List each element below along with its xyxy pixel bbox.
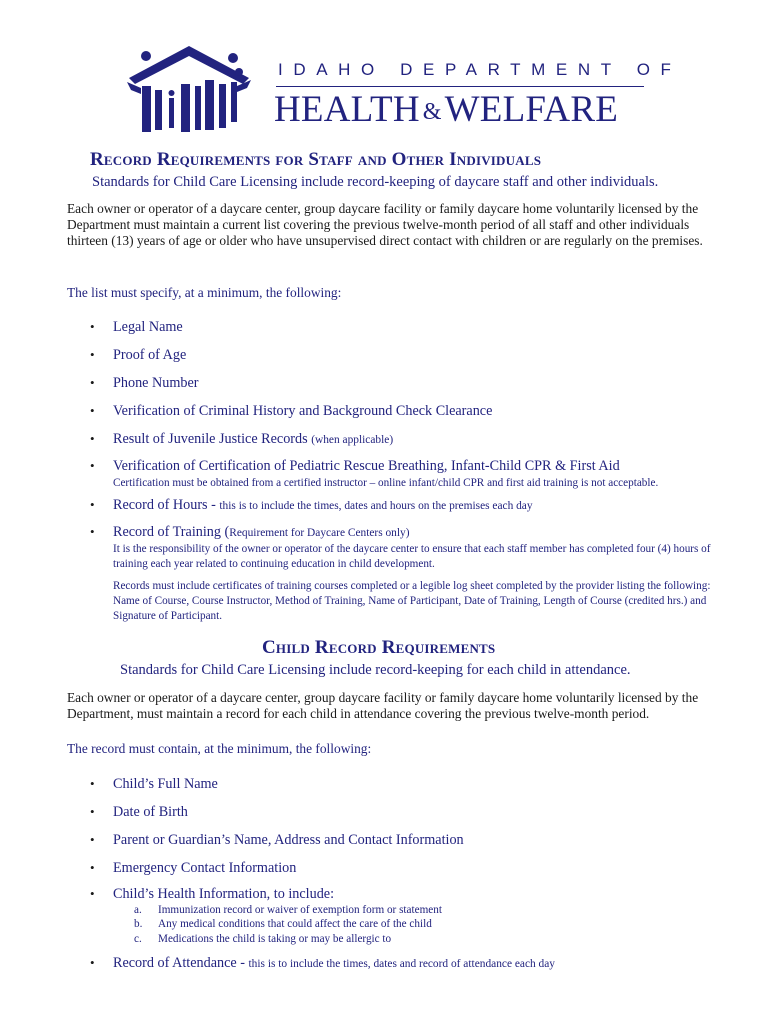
training-note-2: Records must include certificates of training courses completed or a legible log sheet completed by the provider listing the following: Name of Course, Course Instructor, Method of Training, Name of Participant, Date of Training, Length of Course (credited hrs.) and Signature of Participant.: [113, 580, 711, 622]
list-item: • Date of Birth: [90, 804, 188, 820]
sublist-item: a. Immunization record or waiver of exemption form or statement: [134, 904, 442, 916]
list-item: • Legal Name: [90, 319, 183, 335]
list-item-health: • Child’s Health Information, to include:: [90, 886, 335, 902]
list-item: • Emergency Contact Information: [90, 860, 297, 876]
staff-section-title: Record Requirements for Staff and Other Individuals: [90, 149, 542, 170]
bullet-dot: •: [90, 319, 95, 334]
bullet-dot: •: [90, 347, 95, 362]
org-amp: &: [422, 99, 442, 125]
list-item-cpr: • Verification of Certification of Pediatric Rescue Breathing, Infant-Child CPR & First Aid: [90, 458, 620, 474]
bullet-dot: •: [90, 375, 95, 390]
bullet-dot: •: [90, 497, 95, 512]
sublist-item: b. Any medical conditions that could affect the care of the child: [134, 918, 432, 931]
staff-list-lead: The list must specify, at a minimum, the following:: [67, 285, 342, 300]
bullet-dot: •: [90, 955, 95, 970]
child-list-lead: The record must contain, at the minimum, the following:: [67, 741, 372, 756]
header-divider: [276, 86, 644, 87]
idhw-logo-icon: [125, 44, 253, 134]
org-name-line1: IDAHO DEPARTMENT OF: [278, 60, 682, 79]
list-item: • Child’s Full Name: [90, 776, 218, 792]
staff-intro-paragraph: Each owner or operator of a daycare center, group daycare facility or family daycare home voluntarily licensed by the Department must maintain a current list covering the previous twelve-month period of all staff and other individuals thirteen (13) years of age or older who have unsupervised direct contact with children or are regularly on the premises.: [67, 201, 703, 248]
list-item-attendance: • Record of Attendance - this is to include the times, dates and record of attendance each day: [90, 955, 556, 971]
health-sublist: [134, 903, 442, 946]
list-item: • Proof of Age: [90, 347, 187, 363]
child-section-title: Child Record Requirements: [262, 637, 496, 658]
bullet-dot: •: [90, 886, 95, 901]
bullet-dot: •: [90, 458, 95, 473]
list-item: • Phone Number: [90, 375, 199, 391]
sublist-item: c. Medications the child is taking or may be allergic to: [134, 932, 392, 945]
bullet-dot: •: [90, 860, 95, 875]
list-item-training: • Record of Training (Requirement for Daycare Centers only): [90, 524, 410, 540]
staff-section-subtitle: Standards for Child Care Licensing include record-keeping of daycare staff and other individuals.: [92, 174, 659, 190]
org-name-line2: [274, 88, 618, 131]
training-note-1: It is the responsibility of the owner or operator of the daycare center to ensure that each staff member has completed four (4) hours of training each year related to continuing education in child development.: [113, 543, 711, 570]
list-item: • Parent or Guardian’s Name, Address and Contact Information: [90, 832, 464, 848]
child-intro-paragraph: Each owner or operator of a daycare center, group daycare facility or family daycare home voluntarily licensed by the Department, must maintain a record for each child in attendance covering the previous twelve-month period.: [67, 690, 699, 721]
list-item-juvenile: • Result of Juvenile Justice Records (when applicable): [90, 431, 394, 447]
bullet-dot: •: [90, 524, 95, 539]
bullet-dot: •: [90, 832, 95, 847]
org-welfare: WELFARE: [444, 89, 619, 130]
bullet-dot: •: [90, 403, 95, 418]
list-item-hours: • Record of Hours - this is to include the times, dates and hours on the premises each day: [90, 497, 533, 513]
org-health: HEALTH: [274, 89, 420, 130]
bullet-dot: •: [90, 776, 95, 791]
bullet-dot: •: [90, 431, 95, 446]
bullet-dot: •: [90, 804, 95, 819]
cpr-note: Certification must be obtained from a certified instructor – online infant/child CPR and first aid training is not acceptable.: [113, 477, 659, 489]
child-section-subtitle: Standards for Child Care Licensing include record-keeping for each child in attendance.: [120, 662, 631, 678]
list-item: • Verification of Criminal History and Background Check Clearance: [90, 403, 493, 419]
